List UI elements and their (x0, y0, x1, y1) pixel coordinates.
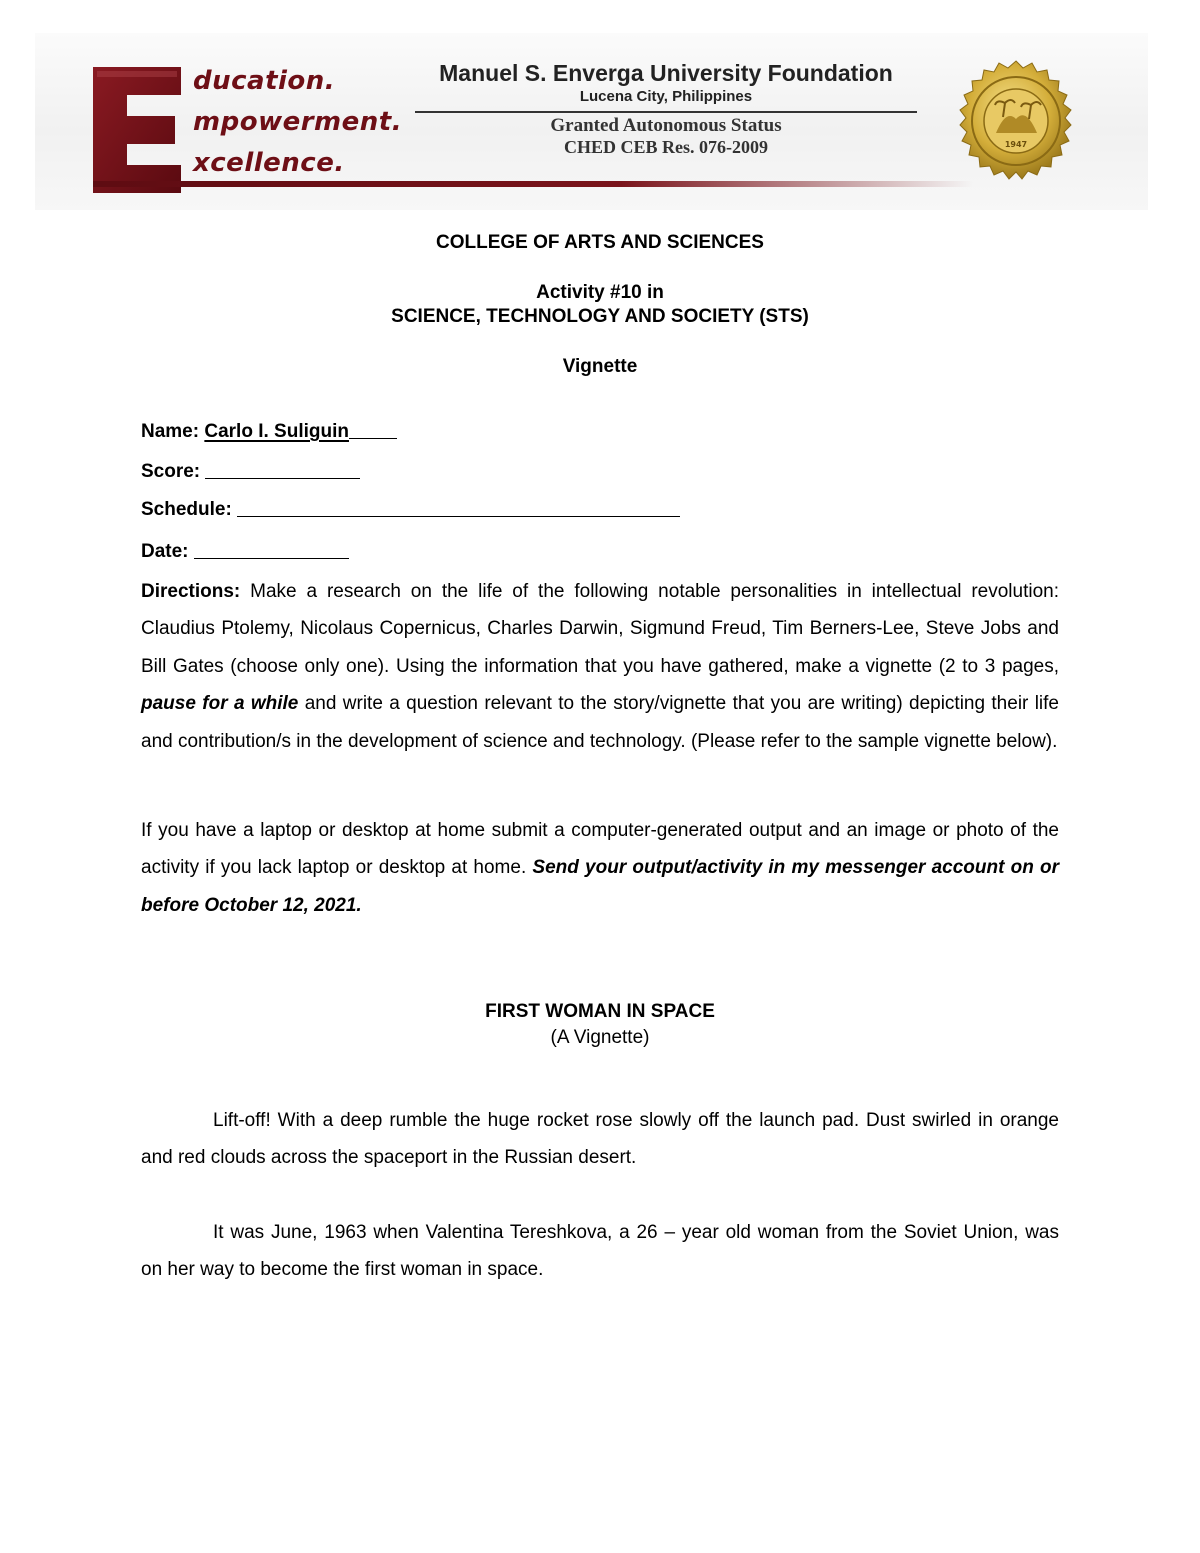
submission-text: If you have a laptop or desktop at home submit a computer-generated output and an image or photo of the activity if you lack laptop or desktop at home. (141, 820, 1059, 879)
name-value: Carlo I. Suliguin (204, 421, 349, 442)
schedule-blank-line (237, 497, 680, 517)
schedule-label: Schedule: (141, 499, 232, 520)
name-label: Name: (141, 421, 200, 442)
vignette-title: FIRST WOMAN IN SPACE (485, 1001, 715, 1022)
directions-text-1: Make a research on the life of the following notable personalities in intellectual revolution: Claudius Ptolemy, Nicolaus Copernicus, Charles Darwin, Sigmund Freud, Tim Berners-Lee, Steve Jobs and Bill Gates (choose only one). Using the information that you have gathered, make a vignette (2 to 3 pages, (141, 581, 1059, 677)
schedule-field (141, 497, 680, 521)
score-blank-line (205, 459, 360, 479)
ched-resolution: CHED CEB Res. 076-2009 (563, 137, 768, 157)
directions-label: Directions: (141, 581, 241, 602)
directions-text-2: and write a question relevant to the story/vignette that you are writing) depicting their life and contribution/s in the development of science and technology. (Please refer to the sample vignette below). (141, 693, 1060, 752)
submission-paragraph (141, 812, 1059, 924)
university-seal-icon (951, 59, 1081, 189)
motto-line-empowerment: mpowerment. (193, 107, 403, 137)
university-motto (193, 61, 402, 184)
maroon-rule (93, 181, 973, 187)
university-e-logo (93, 67, 181, 193)
name-field (141, 419, 397, 443)
vignette-subtitle: (A Vignette) (550, 1027, 650, 1048)
name-blank-line (349, 419, 397, 439)
vignette-paragraph-1: Lift-off! With a deep rumble the huge rocket rose slowly off the launch pad. Dust swirled in orange and red clouds across the spaceport in the Russian desert. (141, 1110, 1059, 1169)
header-divider (415, 111, 917, 113)
directions-paragraph (141, 573, 1059, 760)
seal-year: 1947 (1004, 140, 1028, 149)
submission-deadline: Send your output/activity in my messenger account on or before October 12, 2021. (141, 857, 1060, 916)
university-name: Manuel S. Enverga University Foundation (439, 60, 893, 86)
date-blank-line (194, 539, 349, 559)
activity-heading: Activity #10 in (536, 282, 664, 303)
directions-emphasis: pause for a while (141, 693, 299, 715)
page-title: Vignette (562, 356, 638, 377)
motto-line-education: ducation. (193, 66, 336, 96)
vignette-paragraph-2: It was June, 1963 when Valentina Tereshkova, a 26 – year old woman from the Soviet Union, was on her way to become the first woman in space. (141, 1222, 1059, 1281)
date-field (141, 539, 349, 563)
course-heading: SCIENCE, TECHNOLOGY AND SOCIETY (STS) (391, 306, 809, 327)
motto-line-excellence: xcellence. (193, 148, 345, 178)
autonomous-status: Granted Autonomous Status (550, 115, 782, 136)
date-label: Date: (141, 541, 189, 562)
university-location: Lucena City, Philippines (579, 88, 753, 105)
score-label: Score: (141, 461, 201, 482)
letterhead-banner (35, 33, 1148, 210)
score-field (141, 459, 360, 483)
college-heading: COLLEGE OF ARTS AND SCIENCES (436, 232, 764, 253)
